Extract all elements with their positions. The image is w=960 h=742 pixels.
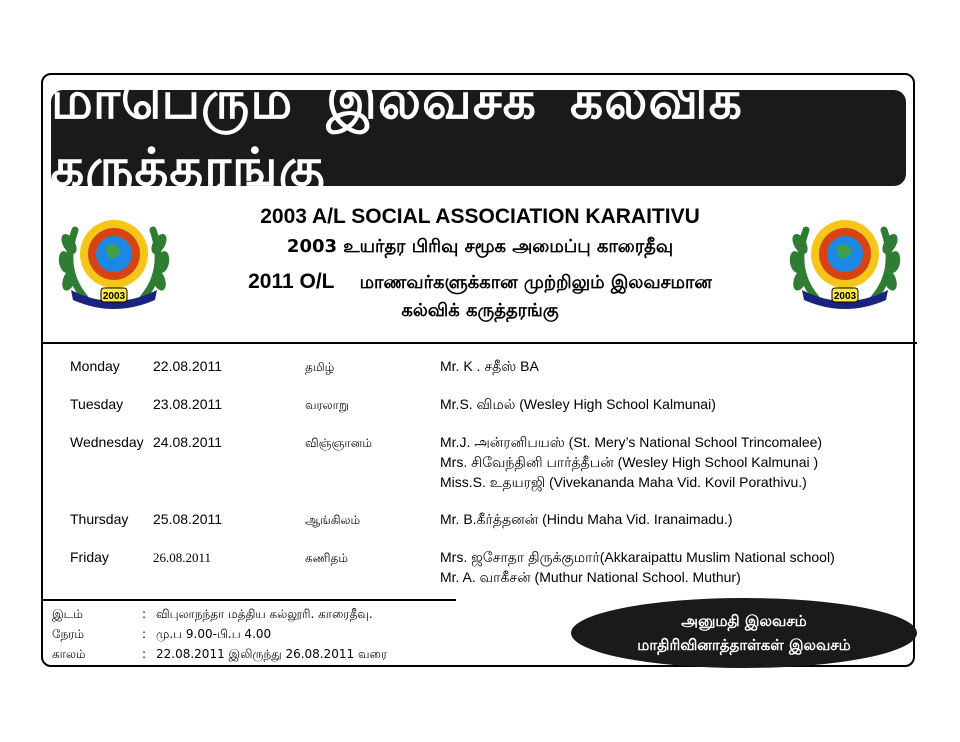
free-papers-text: மாதிரிவினாத்தாள்கள் இலவசம் [637, 636, 851, 654]
logo-badge-text: 2003 [102, 291, 126, 302]
schedule-teacher: Mr.J. அன்ரனிபயஸ் (St. Mery’s National School Trincomalee) [440, 434, 823, 450]
exam-year-label: 2011 O/L [248, 270, 335, 293]
venue-label: இடம் [52, 607, 83, 621]
association-logo-left [55, 200, 173, 318]
association-name-english: 2003 A/L SOCIAL ASSOCIATION KARAITIVU [260, 205, 700, 228]
seminar-description-text: மாணவர்களுக்கான முற்றிலும் இலவசமான [359, 272, 712, 293]
header-divider [43, 342, 917, 344]
period-value: 22.08.2011 இலிருந்து 26.08.2011 வரை [156, 647, 388, 661]
venue-value: விபுலாநந்தா மத்திய கல்லூரி. காரைதீவு. [156, 607, 373, 621]
schedule-teacher: Mr. K . சதீஸ் BA [440, 358, 539, 374]
schedule-day: Friday [70, 549, 109, 565]
free-admission-text: அனுமதி இலவசம் [681, 612, 807, 630]
time-colon: : [142, 627, 147, 641]
info-divider [43, 599, 456, 601]
schedule-date: 23.08.2011 [153, 396, 223, 412]
schedule-teacher: Mr. B.கீர்த்தனன் (Hindu Maha Vid. Iranaimadu.) [440, 511, 733, 527]
schedule-teacher: Miss.S. உதயரஜி (Vivekananda Maha Vid. Kovil Porathivu.) [440, 474, 807, 490]
banner-title: மாபெரும் இலவசக் கல்விக் கருத்தரங்கு [51, 90, 906, 186]
schedule-day: Monday [70, 358, 120, 374]
schedule-date: 26.08.2011 [153, 550, 212, 565]
free-admission-badge [571, 598, 917, 668]
schedule-date: 25.08.2011 [153, 511, 223, 527]
seminar-subtitle: கல்விக் கருத்தரங்கு [401, 300, 559, 321]
time-value: மு.ப 9.00-பி.ப 4.00 [156, 627, 272, 641]
schedule-date: 24.08.2011 [153, 434, 223, 450]
schedule-teacher: Mr. A. வாகீசன் (Muthur National School. Muthur) [440, 569, 741, 585]
schedule-subject: விஞ்ஞானம் [305, 436, 372, 450]
schedule-teacher: Mr.S. விமல் (Wesley High School Kalmunai) [440, 396, 716, 412]
schedule-subject: ஆங்கிலம் [305, 513, 361, 527]
association-name-tamil: 2003 உயர்தர பிரிவு சமூக அமைப்பு காரைதீவு [286, 236, 674, 257]
schedule-day: Wednesday [70, 434, 144, 450]
venue-colon: : [142, 607, 147, 621]
period-label: காலம் [52, 647, 86, 661]
schedule-day: Thursday [70, 511, 129, 527]
time-label: நேரம் [52, 627, 85, 641]
seminar-description [170, 270, 790, 295]
schedule-subject: தமிழ் [305, 360, 335, 374]
schedule-date: 22.08.2011 [153, 358, 223, 374]
schedule-subject: வரலாறு [305, 398, 349, 412]
association-logo-right [786, 200, 904, 318]
schedule-subject: கணிதம் [305, 551, 348, 565]
logo-badge-text: 2003 [833, 291, 857, 302]
schedule-teacher: Mrs. சிவேந்தினி பார்த்தீபன் (Wesley High School Kalmunai ) [440, 454, 819, 470]
schedule-teacher: Mrs. ஜசோதா திருக்குமார்(Akkaraipattu Muslim National school) [440, 549, 835, 565]
schedule-day: Tuesday [70, 396, 124, 412]
period-colon: : [142, 647, 147, 661]
